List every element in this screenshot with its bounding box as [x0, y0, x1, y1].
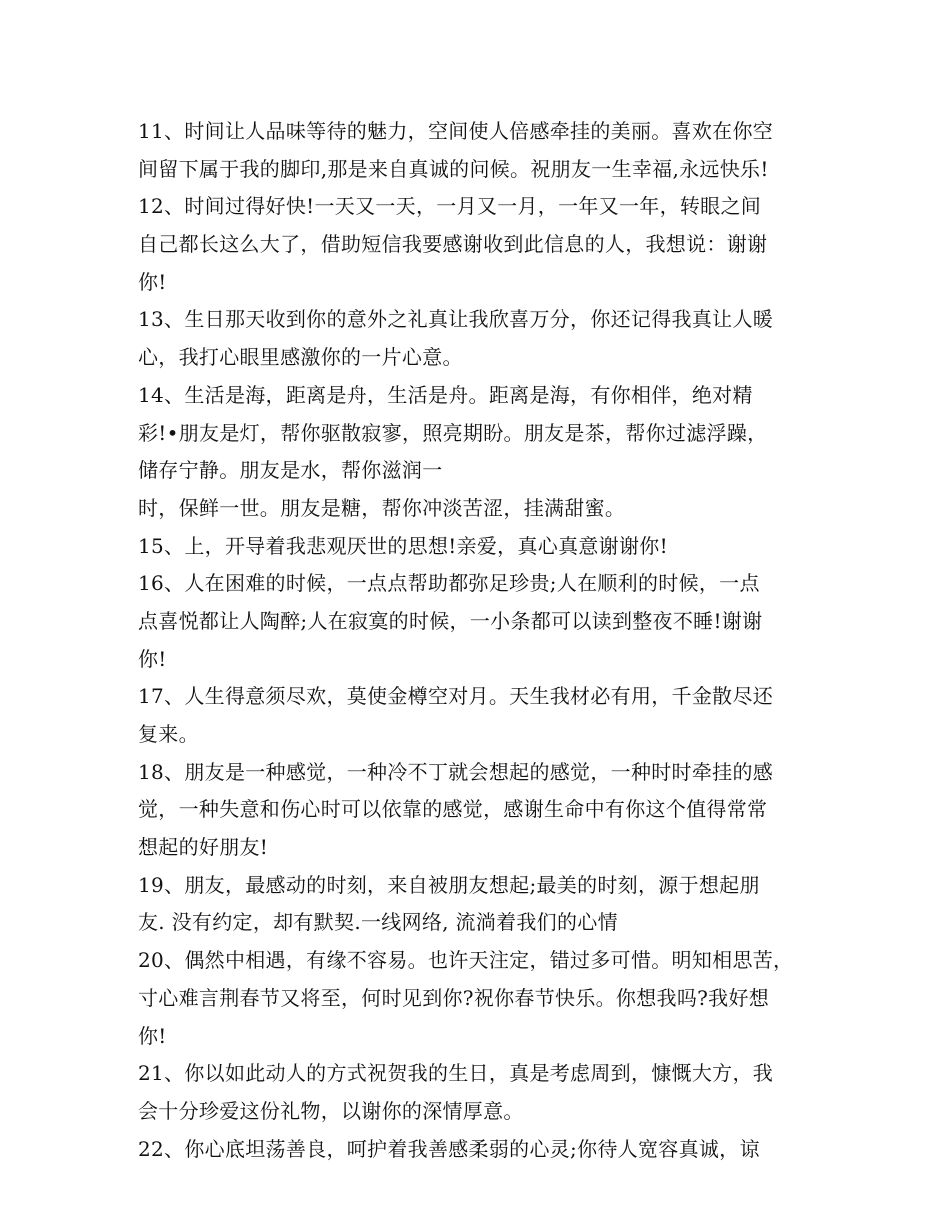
text-line: 19、朋友，最感动的时刻，来自被朋友想起;最美的时刻，源于想起朋 [138, 872, 760, 897]
text-line: 间留下属于我的脚印,那是来自真诚的问候。祝朋友一生幸福,永远快乐! [138, 156, 769, 181]
text-line: 彩!•朋友是灯，帮你驱散寂寥，照亮期盼。朋友是茶，帮你过滤浮躁， [138, 420, 768, 445]
text-line: 寸心难言荆春节又将至，何时见到你?祝你春节快乐。你想我吗?我好想 [138, 985, 770, 1010]
text-line: 会十分珍爱这份礼物，以谢你的深情厚意。 [138, 1098, 524, 1123]
text-line: 20、偶然中相遇，有缘不容易。也许天注定，错过多可惜。明知相思苦， [138, 948, 794, 973]
text-line: 你! [138, 646, 167, 671]
text-line: 15、上，开导着我悲观厌世的思想!亲爱，真心真意谢谢你! [138, 533, 668, 558]
text-line: 16、人在困难的时候，一点点帮助都弥足珍贵;人在顺利的时候，一点 [138, 571, 760, 596]
text-line: 22、你心底坦荡善良，呵护着我善感柔弱的心灵;你待人宽容真诚，谅 [138, 1136, 760, 1161]
text-line: 21、你以如此动人的方式祝贺我的生日，真是考虑周到，慷慨大方，我 [138, 1061, 774, 1086]
text-line: 心，我打心眼里感激你的一片心意。 [138, 345, 463, 370]
text-line: 自己都长这么大了，借助短信我要感谢收到此信息的人，我想说：谢谢 [138, 232, 768, 257]
text-line: 复来。 [138, 722, 199, 746]
text-line: 想起的好朋友! [138, 835, 269, 860]
text-line: 12、时间过得好快!一天又一天，一月又一月，一年又一年，转眼之间 [138, 194, 762, 219]
text-line: 14、生活是海，距离是舟，生活是舟。距离是海，有你相伴，绝对精 [138, 382, 753, 407]
text-line: 时，保鲜一世。朋友是糖，帮你冲淡苦涩，挂满甜蜜。 [138, 495, 626, 520]
text-line: 觉，一种失意和伤心时可以依靠的感觉，感谢生命中有你这个值得常常 [138, 797, 768, 822]
text-line: 点喜悦都让人陶醉;人在寂寞的时候，一小条都可以读到整夜不睡!谢谢 [138, 608, 763, 633]
document-body [138, 113, 828, 1168]
text-line: 13、生日那天收到你的意外之礼真让我欣喜万分，你还记得我真让人暖 [138, 307, 774, 332]
text-line: 11、时间让人品味等待的魅力，空间使人倍感牵挂的美丽。喜欢在你空 [138, 119, 774, 143]
text-line: 你! [138, 269, 167, 294]
text-line: 18、朋友是一种感觉，一种冷不丁就会想起的感觉，一种时时牵挂的感 [138, 759, 774, 784]
text-line: 你! [138, 1023, 167, 1048]
text-line: 储存宁静。朋友是水，帮你滋润一 [138, 458, 443, 483]
text-line: 友. 没有约定，却有默契.一线网络, 流淌着我们的心情 [138, 910, 618, 935]
text-line: 17、人生得意须尽欢，莫使金樽空对月。天生我材必有用，千金散尽还 [138, 684, 774, 709]
